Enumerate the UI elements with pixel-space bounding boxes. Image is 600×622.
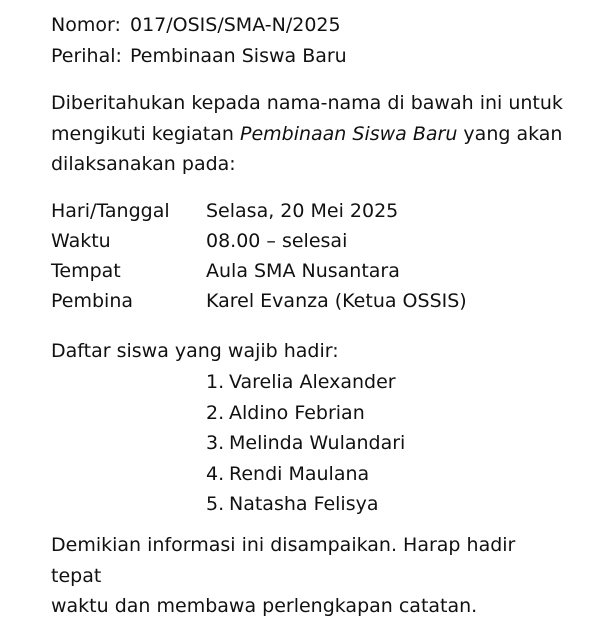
detail-row-date <box>51 196 398 226</box>
nomor-row <box>51 10 341 40</box>
list-item <box>206 459 405 490</box>
student-name: Natasha Felisya <box>229 493 379 515</box>
student-name: Varelia Alexander <box>229 371 396 393</box>
closing-line-2: waktu dan membawa perlengkapan catatan. <box>51 595 478 617</box>
intro-line-3: dilaksanakan pada: <box>51 153 236 175</box>
detail-value: Karel Evanza (Ketua OSSIS) <box>206 290 467 312</box>
detail-value: Selasa, 20 Mei 2025 <box>206 200 399 222</box>
attendance-heading: Daftar siswa yang wajib hadir: <box>51 340 339 362</box>
detail-row-mentor <box>51 286 467 316</box>
list-item <box>206 428 405 459</box>
detail-label: Tempat <box>51 260 121 282</box>
perihal-value: Pembinaan Siswa Baru <box>130 45 347 67</box>
student-name: Aldino Febrian <box>229 401 365 424</box>
detail-label: Hari/Tanggal <box>51 200 170 222</box>
detail-value: 08.00 – selesai <box>206 230 348 252</box>
list-number: 4. <box>206 462 225 485</box>
detail-row-place <box>51 256 400 286</box>
detail-label: Waktu <box>51 230 111 252</box>
list-item <box>206 367 405 398</box>
perihal-label: Perihal: <box>51 45 122 67</box>
student-name: Rendi Maulana <box>229 462 370 485</box>
list-number: 2. <box>206 401 225 424</box>
student-list <box>206 367 405 520</box>
list-number: 1. <box>206 371 225 393</box>
list-item <box>206 398 405 429</box>
list-item <box>206 489 405 520</box>
intro-line-2 <box>51 119 571 150</box>
list-number: 5. <box>206 493 225 515</box>
detail-label: Pembina <box>51 290 134 312</box>
student-name: Melinda Wulandari <box>229 432 406 454</box>
detail-row-time <box>51 226 347 256</box>
detail-value: Aula SMA Nusantara <box>206 260 400 282</box>
closing-paragraph <box>51 530 571 622</box>
perihal-row <box>51 41 347 71</box>
intro-line-2-pre: mengikuti kegiatan <box>51 122 240 145</box>
nomor-label: Nomor: <box>51 14 121 36</box>
closing-line-1: Demikian informasi ini disampaikan. Harap hadir tepat <box>51 534 516 587</box>
nomor-value: 017/OSIS/SMA-N/2025 <box>130 14 341 36</box>
intro-event-name: Pembinaan Siswa Baru <box>239 122 458 145</box>
intro-line-1: Diberitahukan kepada nama-nama di bawah ini untuk <box>51 92 563 114</box>
list-number: 3. <box>206 432 225 454</box>
intro-paragraph <box>51 88 571 180</box>
intro-line-2-post: yang akan <box>457 122 563 145</box>
